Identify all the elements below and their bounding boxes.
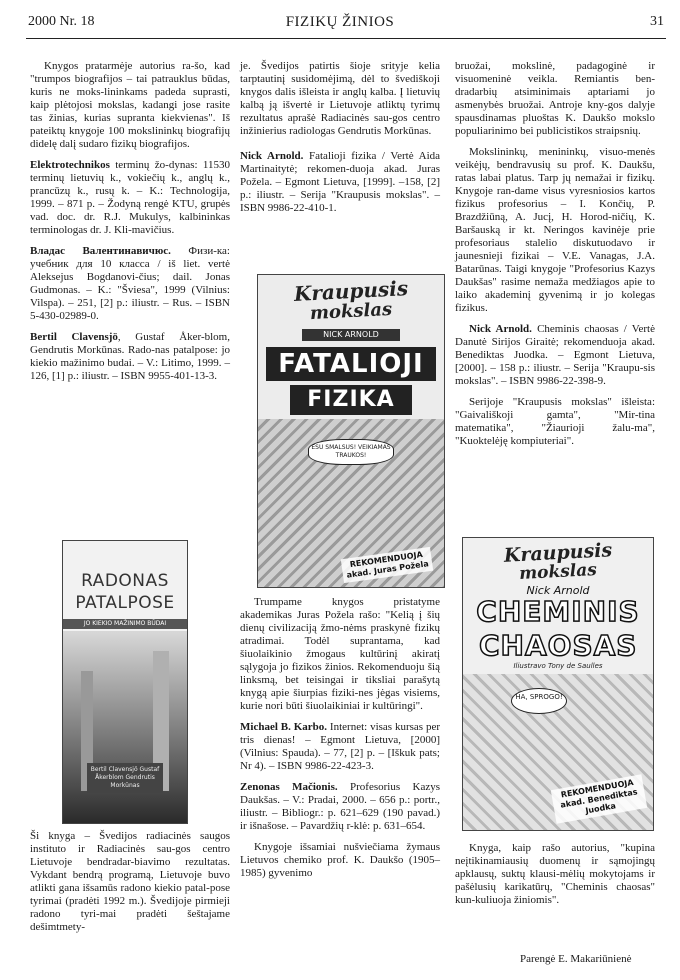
col3-paragraph-quote: Knyga, kaip rašo autorius, "kupina neįtikinamiausių duomenų ir sąmojingų apklausų, suktų klausi-mėlių mokytojams ir pašėlusių karikatūrų, "Cheminis chaosas" kun-kuliuoja žiniomis". [455, 842, 655, 906]
column-1 [30, 60, 230, 391]
column-1-bottom [30, 830, 230, 942]
cover-subtitle-band [63, 619, 187, 629]
book-cover-fatalioji-fizika [257, 274, 445, 588]
cover-illustration [63, 631, 187, 823]
col1-entry-radonas [30, 331, 230, 383]
col1-paragraph-radon-desc: Ši knyga – Švedijos radiacinės saugos instituto ir Radiacinės sau-gos centro Lietuvoje bendradar-biavimo rezultatas. Vykdant bendrą programą, Lietuvoje buvo atlikti gana išsamūs radono kiekio patal-pose tyrimai (pradėti 1992 m.). Švedijoje pirmieji radono tyri-mai pradėti šeštajame dešimtmety- [30, 830, 230, 933]
col1-entry-electro [30, 159, 230, 237]
running-header [0, 14, 680, 36]
header-rule [26, 38, 666, 39]
cover-speech-bubble: ESU SMALSUS! VEIKIAMAS TRAUKOS! [308, 439, 394, 465]
col1-entry-fizika-ru [30, 245, 230, 323]
page-number: 31 [650, 14, 664, 29]
cover-illustrator: Iliustravo Tony de Saulles [513, 662, 603, 670]
cover-recommendation-stamp: REKOMENDUOJA akad. Benediktas Juodka [551, 774, 648, 823]
cover-speech-bubble: HA, SPROGO! [511, 688, 567, 714]
col2-paragraph-1: je. Švedijos patirtis šioje srityje kelia tarptautinį susidomėjimą, dėl to švediškoji knygos dalis išleista ir anglų kalba. Į lietuvių kalbą ją išvertė ir Lietuvoje atliktų tyrimų rezultatus aprašė Radiacinės sau-gos centro inžinierius radiologas Gendrutis Morkūnas. [240, 60, 440, 137]
col3-paragraph-1: bruožai, mokslinė, padagoginė ir visuomeninė veikla. Remiantis ben-dradarbių atsiminimais aptariami jo asmenybės bruožai. Antroje kny-gos dalyje spausdinamas pluoštas K. Daukšo mokslo populiarinimo bei publicistikos straipsnių. [455, 60, 655, 137]
cover-series-line1: Kraupusis [293, 276, 409, 306]
cover-series-line1: Kraupusis [503, 539, 613, 567]
column-3 [455, 60, 655, 456]
col3-paragraph-series: Serijoje "Kraupusis mokslas" išleista: "Gaivališkoji gamta", "Mir-tina matematika", "Žiaurioji žalu-ma", "Kuoktelėję kompiuteriai". [455, 396, 655, 447]
entry-title: Nick Arnold. [240, 150, 304, 162]
cover-title-line1: CHEMINIS [476, 595, 640, 628]
cover-title-line2: CHAOSAS [479, 629, 638, 662]
cover-author: Nick Arnold [526, 584, 590, 597]
column-2 [240, 60, 440, 223]
col1-paragraph-1: Knygos pratarmėje autorius ra-šo, kad "trumpos biografijos – tai patrauklus būdas, kuris ne moks-lininkams padeda suprasti, kaip plėtojosi mokslas, kadangi jose rasite tas žinias, kurias supranta kiekvienas". Iš pateiktų knygoje 100 mokslininkų biografijų didelę dalį sudaro fizikų biografijos. [30, 60, 230, 150]
cover-title-line2: FIZIKA [290, 385, 412, 415]
entry-title: Zenonas Mačionis. [240, 781, 338, 793]
entry-text: Internet: visas kursas per tris dienas! – Egmont Lietuva, [2000] (Vilnius: Spauda). – 77, [2] p. – [Iškuk pats; Nr 4). – ISBN 9986-22-423-3. [240, 721, 440, 772]
cover-title-line2: PATALPOSE [75, 593, 175, 613]
col2-paragraph-dauksas: Knygoje išsamiai nušviečiama žymaus Lietuvos chemiko prof. K. Daukšo (1905–1985) gyvenimo [240, 841, 440, 879]
cover-author: NICK ARNOLD [302, 329, 400, 341]
entry-title: Elektrotechnikos [30, 159, 110, 171]
book-cover-cheminis-chaosas [462, 537, 654, 831]
entry-text: terminų žo-dynas: 11530 terminų lietuvių k., vokiečių k., anglų k., prancūzų k., rusų k. – K.: Technologija, 1999. – 871 p. – Žodyną rengė KTU, grupės vad. doc. dr. R.J. Mukulys, kalbininkas terminologas dr. J. Kli-mavičius. [30, 159, 230, 236]
cover-recommendation-stamp: REKOMENDUOJA akad. Juras Požela [341, 547, 433, 583]
entry-text: , Gustaf Åker-blom, Gendrutis Morkūnas. Rado-nas patalpose: jo kiekio mažinimo budai. – V.: Litimo, 1999. – 126, [1] p.: iliustr. – ISBN 9955-401-13-3. [30, 331, 230, 382]
entry-text: Cheminis chaosas / Vertė Danutė Sirijos Giraitė; rekomenduoja akad. Benediktas Juodka. – Egmont Lietuva, [2000]. – 158 p.: iliustr. – Serija "Kraupu-sis mokslas". – ISBN 9986-22-398-9. [455, 323, 655, 387]
entry-text: Физи-ка: учебник для 10 класса / iš liet. vertė Aleksejus Bogdanovi-čius; dail. Jonas Gudmonas. – K.: "Šviesa", 1999 (Vilnius: Vilspa). – 251, [2] p.: iliustr. – Rus. – ISBN 5-430-02989-0. [30, 245, 230, 322]
col3-paragraph-2: Mokslininkų, menininkų, visuo-menės veikėjų, bendravusių su prof. K. Daukšu, ratas labai platus. Tarp jų nemažai ir fizikų. Knygoje ran-dame visus vyresniosios kartos fizikus profesorius – I. Končių, P. Brazdžiūną, A. Jucį, H. Horod-ničių, K. Baršauską ir kt. Neringos kavinėje prie profesoriaus stalelio diskutuodavo ir jaunesnieji fizikai – V.E. Vanagas, J.A. Batarūnas. Taigi knygoje "Profesorius Kazys Daukšas" rasime nemaža medžiagos apie to laiko akademinį gyvenimą ir jo kolegas fizikus. [455, 146, 655, 314]
entry-title: Владас Валентинавичюс. [30, 245, 171, 257]
cover-subtitle: JO KIEKIO MAŽINIMO BŪDAI [83, 620, 167, 627]
compiler-signature: Parengė E. Makariūnienė [520, 953, 632, 965]
column-3-bottom [455, 842, 655, 915]
entry-text: Fatalioji fizika / Vertė Aida Martinaitytė; rekomen-duoja akad. Juras Požela. – Egmont Lietuva, [1999]. –158, [2] p.: iliustr. – Serija "Kraupusis mokslas". – ISBN 9986-22-410-1. [240, 150, 441, 214]
cover-title-line1: FATALIOJI [266, 347, 436, 381]
col3-entry-cheminis [455, 323, 655, 388]
entry-title: Nick Arnold. [469, 323, 532, 335]
cover-series-line2: mokslas [309, 298, 393, 325]
issue-label: 2000 Nr. 18 [28, 14, 95, 29]
col2-entry-fatalioji [240, 150, 440, 215]
column-2-bottom [240, 596, 440, 888]
cover-series-line2: mokslas [518, 559, 598, 585]
entry-title: Bertil Clavensjö [30, 331, 118, 343]
entry-text: Profesorius Kazys Daukšas. – V.: Pradai, 2000. – 656 p.: portr., iliustr. – Bibliogr.: p. 621–629 (190 pavad.) ir išnašose. – Pavardžių r-klė: p. 631–654. [240, 781, 440, 832]
entry-title: Michael B. Karbo. [240, 721, 328, 733]
col2-paragraph-quote: Trumpame knygos pristatyme akademikas Juras Požela rašo: "Kelią į šių dienų civilizaciją žmo-nėms praskynė fizikų atradimai. Todėl suprantama, kad šiuolaikinio žmogaus kultūrinį akiratį sąlygoja jo fizikos žinios. Rekomenduoju šią linksmą, bet teisingai ir tiksliai parašytą knygą apie šiurpias fiziki-nes jėgas visiems, kurie nori būti šiuolaikiniai ir kultūringi". [240, 596, 440, 712]
col2-entry-internet [240, 721, 440, 773]
cover-authors: Bertil Clavensjö Gustaf Åkerblom Gendrutis Morkūnas [87, 763, 163, 793]
cover-title-line1: RADONAS [81, 571, 169, 591]
col2-entry-dauksas [240, 781, 440, 833]
journal-title: FIZIKŲ ŽINIOS [285, 14, 395, 30]
book-cover-radonas [62, 540, 188, 824]
